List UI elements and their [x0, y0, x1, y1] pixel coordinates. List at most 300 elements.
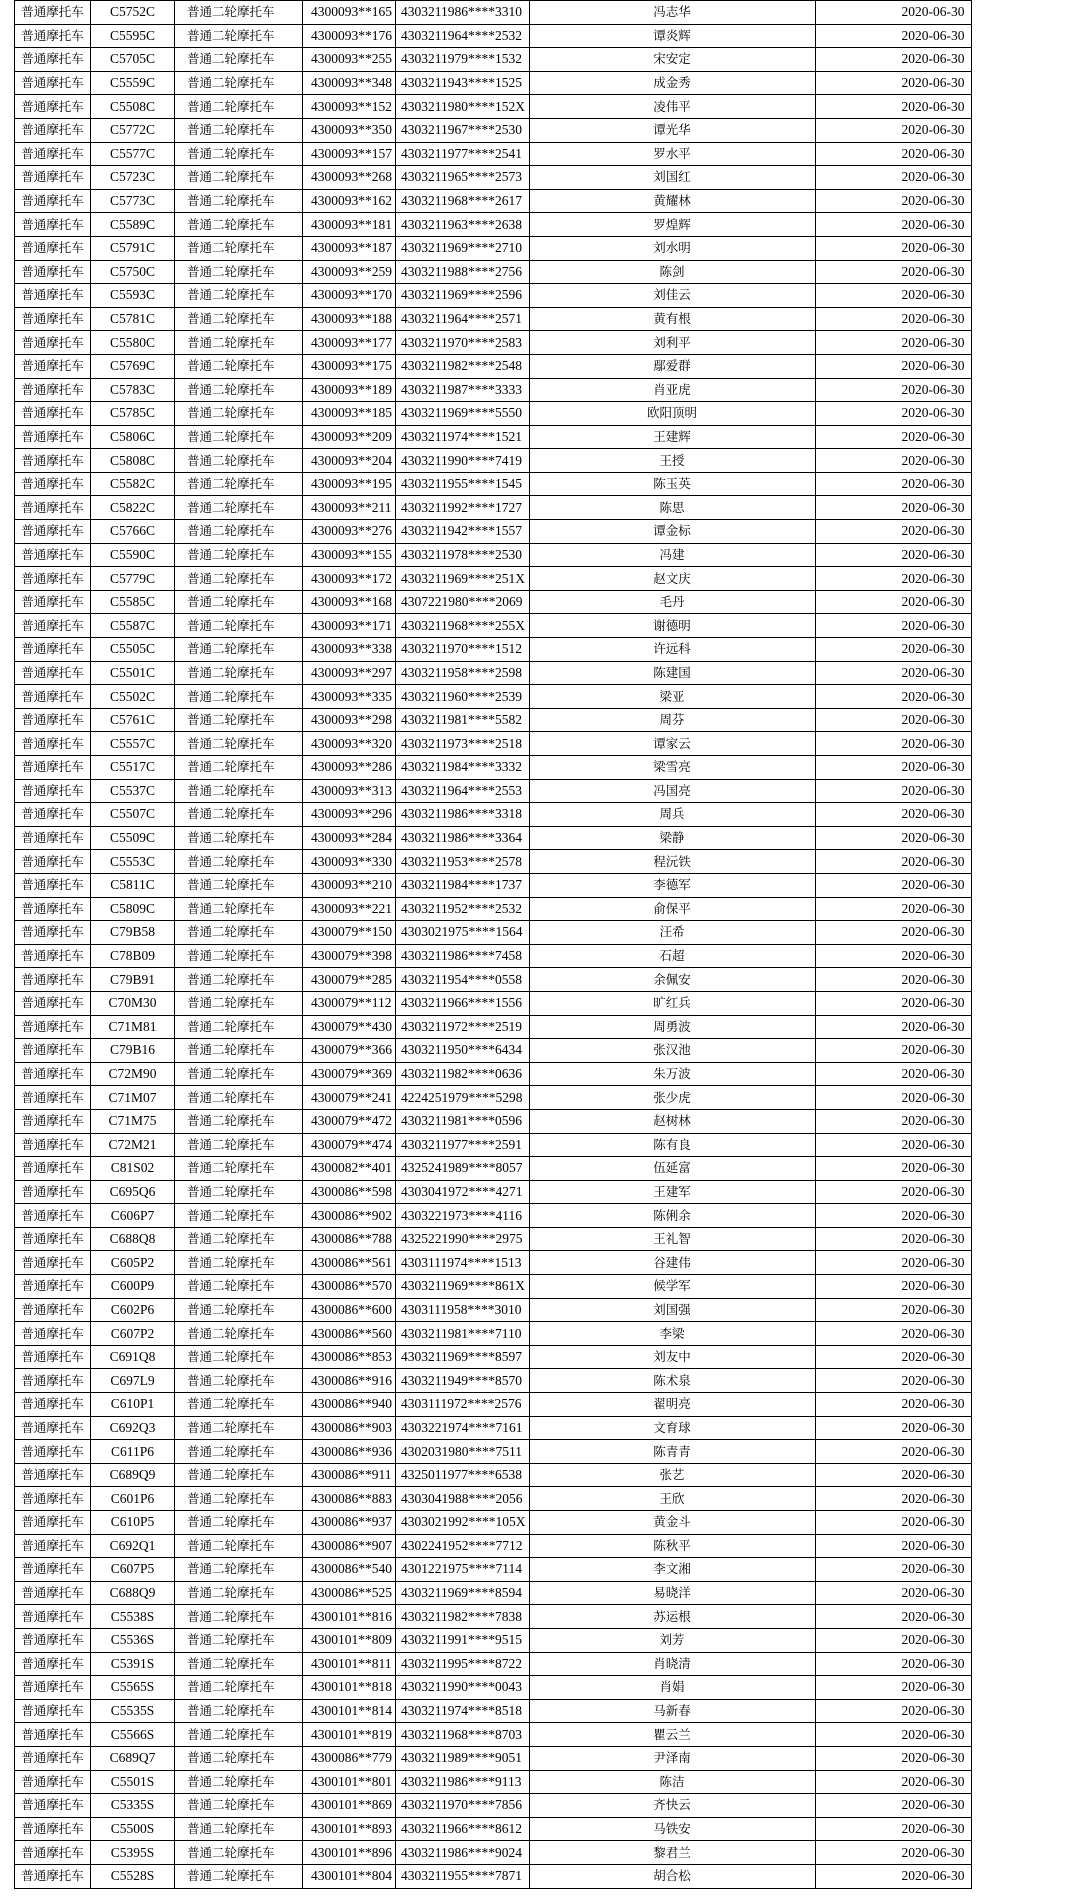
- holder-name-cell: 尹泽南: [529, 1746, 815, 1770]
- date-cell: 2020-06-30: [815, 1841, 971, 1865]
- table-row: [15, 24, 972, 48]
- date-cell: 2020-06-30: [815, 1393, 971, 1417]
- license-number-cell: 4300093**296: [303, 803, 396, 827]
- holder-name-cell: 冯建: [529, 543, 815, 567]
- holder-name-cell: 程沅铁: [529, 850, 815, 874]
- holder-name-cell: 朱万波: [529, 1062, 815, 1086]
- date-cell: 2020-06-30: [815, 732, 971, 756]
- license-class-cell: 普通二轮摩托车: [175, 1746, 303, 1770]
- license-number-cell: 4300086**598: [303, 1180, 396, 1204]
- license-number-cell: 4300093**204: [303, 449, 396, 473]
- plate-number-cell: C5502C: [91, 685, 175, 709]
- holder-name-cell: 赵树林: [529, 1109, 815, 1133]
- holder-name-cell: 李梁: [529, 1322, 815, 1346]
- vehicle-type-cell: 普通摩托车: [15, 1511, 91, 1535]
- plate-number-cell: C5781C: [91, 307, 175, 331]
- table-row: [15, 1086, 972, 1110]
- date-cell: 2020-06-30: [815, 307, 971, 331]
- id-number-cell: 4303211974****1521: [396, 425, 530, 449]
- license-number-cell: 4300093**211: [303, 496, 396, 520]
- license-class-cell: 普通二轮摩托车: [175, 756, 303, 780]
- license-number-cell: 4300093**255: [303, 48, 396, 72]
- id-number-cell: 4303211966****8612: [396, 1817, 530, 1841]
- table-row: [15, 118, 972, 142]
- license-class-cell: 普通二轮摩托车: [175, 708, 303, 732]
- license-number-cell: 4300086**525: [303, 1581, 396, 1605]
- license-number-cell: 4300086**853: [303, 1345, 396, 1369]
- license-class-cell: 普通二轮摩托车: [175, 1817, 303, 1841]
- holder-name-cell: 黄金斗: [529, 1511, 815, 1535]
- plate-number-cell: C600P9: [91, 1275, 175, 1299]
- vehicle-type-cell: 普通摩托车: [15, 378, 91, 402]
- license-number-cell: 4300086**937: [303, 1511, 396, 1535]
- license-number-cell: 4300093**152: [303, 95, 396, 119]
- vehicle-type-cell: 普通摩托车: [15, 803, 91, 827]
- plate-number-cell: C691Q8: [91, 1345, 175, 1369]
- license-number-cell: 4300086**902: [303, 1204, 396, 1228]
- plate-number-cell: C5528S: [91, 1864, 175, 1888]
- license-class-cell: 普通二轮摩托车: [175, 968, 303, 992]
- license-class-cell: 普通二轮摩托车: [175, 95, 303, 119]
- license-class-cell: 普通二轮摩托车: [175, 1581, 303, 1605]
- plate-number-cell: C5582C: [91, 472, 175, 496]
- holder-name-cell: 谭炎辉: [529, 24, 815, 48]
- license-class-cell: 普通二轮摩托车: [175, 1062, 303, 1086]
- plate-number-cell: C5557C: [91, 732, 175, 756]
- plate-number-cell: C5500S: [91, 1817, 175, 1841]
- holder-name-cell: 梁静: [529, 826, 815, 850]
- license-class-cell: 普通二轮摩托车: [175, 543, 303, 567]
- holder-name-cell: 王建辉: [529, 425, 815, 449]
- table-row: [15, 1393, 972, 1417]
- license-number-cell: 4300093**298: [303, 708, 396, 732]
- table-row: [15, 307, 972, 331]
- table-row: [15, 1062, 972, 1086]
- id-number-cell: 4303211968****8703: [396, 1723, 530, 1747]
- license-class-cell: 普通二轮摩托车: [175, 1652, 303, 1676]
- plate-number-cell: C695Q6: [91, 1180, 175, 1204]
- license-class-cell: 普通二轮摩托车: [175, 803, 303, 827]
- date-cell: 2020-06-30: [815, 425, 971, 449]
- id-number-cell: 4303211990****0043: [396, 1676, 530, 1700]
- vehicle-type-cell: 普通摩托车: [15, 213, 91, 237]
- vehicle-type-cell: 普通摩托车: [15, 1558, 91, 1582]
- date-cell: 2020-06-30: [815, 590, 971, 614]
- id-number-cell: 4303211970****1512: [396, 638, 530, 662]
- vehicle-type-cell: 普通摩托车: [15, 1440, 91, 1464]
- date-cell: 2020-06-30: [815, 213, 971, 237]
- license-class-cell: 普通二轮摩托车: [175, 685, 303, 709]
- vehicle-type-cell: 普通摩托车: [15, 472, 91, 496]
- vehicle-type-cell: 普通摩托车: [15, 1, 91, 25]
- plate-number-cell: C5808C: [91, 449, 175, 473]
- vehicle-type-cell: 普通摩托车: [15, 543, 91, 567]
- plate-number-cell: C5508C: [91, 95, 175, 119]
- vehicle-type-cell: 普通摩托车: [15, 166, 91, 190]
- table-row: [15, 260, 972, 284]
- holder-name-cell: 张艺: [529, 1463, 815, 1487]
- holder-name-cell: 陈洁: [529, 1770, 815, 1794]
- plate-number-cell: C5391S: [91, 1652, 175, 1676]
- holder-name-cell: 刘佳云: [529, 284, 815, 308]
- id-number-cell: 4325221990****2975: [396, 1227, 530, 1251]
- license-number-cell: 4300086**561: [303, 1251, 396, 1275]
- license-class-cell: 普通二轮摩托车: [175, 1227, 303, 1251]
- license-class-cell: 普通二轮摩托车: [175, 826, 303, 850]
- id-number-cell: 4303111972****2576: [396, 1393, 530, 1417]
- id-number-cell: 4303211986****9024: [396, 1841, 530, 1865]
- id-number-cell: 4303211978****2530: [396, 543, 530, 567]
- plate-number-cell: C697L9: [91, 1369, 175, 1393]
- date-cell: 2020-06-30: [815, 1463, 971, 1487]
- holder-name-cell: 陈俐余: [529, 1204, 815, 1228]
- license-class-cell: 普通二轮摩托车: [175, 1558, 303, 1582]
- table-row: [15, 354, 972, 378]
- license-number-cell: 4300079**241: [303, 1086, 396, 1110]
- plate-number-cell: C5501S: [91, 1770, 175, 1794]
- holder-name-cell: 刘芳: [529, 1628, 815, 1652]
- vehicle-type-cell: 普通摩托车: [15, 1817, 91, 1841]
- license-class-cell: 普通二轮摩托车: [175, 1157, 303, 1181]
- holder-name-cell: 刘水明: [529, 236, 815, 260]
- plate-number-cell: C5593C: [91, 284, 175, 308]
- table-row: [15, 1298, 972, 1322]
- date-cell: 2020-06-30: [815, 1487, 971, 1511]
- table-row: [15, 166, 972, 190]
- license-number-cell: 4300093**165: [303, 1, 396, 25]
- license-number-cell: 4300086**600: [303, 1298, 396, 1322]
- license-number-cell: 4300093**297: [303, 661, 396, 685]
- id-number-cell: 4303041972****4271: [396, 1180, 530, 1204]
- plate-number-cell: C5589C: [91, 213, 175, 237]
- plate-number-cell: C5752C: [91, 1, 175, 25]
- id-number-cell: 4303211966****1556: [396, 991, 530, 1015]
- license-number-cell: 4300093**313: [303, 779, 396, 803]
- id-number-cell: 4303211964****2553: [396, 779, 530, 803]
- plate-number-cell: C5595C: [91, 24, 175, 48]
- license-number-cell: 4300086**940: [303, 1393, 396, 1417]
- date-cell: 2020-06-30: [815, 1652, 971, 1676]
- holder-name-cell: 刘利平: [529, 331, 815, 355]
- table-row: [15, 543, 972, 567]
- table-row: [15, 968, 972, 992]
- date-cell: 2020-06-30: [815, 1864, 971, 1888]
- id-number-cell: 4303211986****3318: [396, 803, 530, 827]
- license-class-cell: 普通二轮摩托车: [175, 1369, 303, 1393]
- vehicle-type-cell: 普通摩托车: [15, 1322, 91, 1346]
- license-number-cell: 4300101**816: [303, 1605, 396, 1629]
- license-class-cell: 普通二轮摩托车: [175, 1628, 303, 1652]
- table-row: [15, 708, 972, 732]
- date-cell: 2020-06-30: [815, 24, 971, 48]
- holder-name-cell: 罗煌辉: [529, 213, 815, 237]
- table-row: [15, 95, 972, 119]
- vehicle-type-cell: 普通摩托车: [15, 968, 91, 992]
- holder-name-cell: 刘友中: [529, 1345, 815, 1369]
- license-number-cell: 4300101**818: [303, 1676, 396, 1700]
- id-number-cell: 4303211984****1737: [396, 873, 530, 897]
- license-number-cell: 4300101**804: [303, 1864, 396, 1888]
- id-number-cell: 4303211969****5550: [396, 402, 530, 426]
- table-row: [15, 1723, 972, 1747]
- holder-name-cell: 冯国亮: [529, 779, 815, 803]
- holder-name-cell: 罗水平: [529, 142, 815, 166]
- holder-name-cell: 李文湘: [529, 1558, 815, 1582]
- license-number-cell: 4300093**330: [303, 850, 396, 874]
- date-cell: 2020-06-30: [815, 803, 971, 827]
- table-row: [15, 472, 972, 496]
- license-class-cell: 普通二轮摩托车: [175, 873, 303, 897]
- vehicle-type-cell: 普通摩托车: [15, 1463, 91, 1487]
- date-cell: 2020-06-30: [815, 1275, 971, 1299]
- holder-name-cell: 王礼智: [529, 1227, 815, 1251]
- date-cell: 2020-06-30: [815, 354, 971, 378]
- holder-name-cell: 谢德明: [529, 614, 815, 638]
- license-number-cell: 4300101**801: [303, 1770, 396, 1794]
- table-row: [15, 1581, 972, 1605]
- table-row: [15, 921, 972, 945]
- plate-number-cell: C79B91: [91, 968, 175, 992]
- table-row: [15, 284, 972, 308]
- license-number-cell: 4300093**350: [303, 118, 396, 142]
- plate-number-cell: C610P5: [91, 1511, 175, 1535]
- date-cell: 2020-06-30: [815, 402, 971, 426]
- date-cell: 2020-06-30: [815, 1133, 971, 1157]
- date-cell: 2020-06-30: [815, 991, 971, 1015]
- plate-number-cell: C602P6: [91, 1298, 175, 1322]
- license-number-cell: 4300101**811: [303, 1652, 396, 1676]
- plate-number-cell: C607P5: [91, 1558, 175, 1582]
- vehicle-type-cell: 普通摩托车: [15, 850, 91, 874]
- license-class-cell: 普通二轮摩托车: [175, 472, 303, 496]
- id-number-cell: 4303211960****2539: [396, 685, 530, 709]
- table-row: [15, 496, 972, 520]
- table-row: [15, 826, 972, 850]
- license-class-cell: 普通二轮摩托车: [175, 496, 303, 520]
- vehicle-type-cell: 普通摩托车: [15, 1345, 91, 1369]
- plate-number-cell: C601P6: [91, 1487, 175, 1511]
- holder-name-cell: 梁雪亮: [529, 756, 815, 780]
- license-number-cell: 4300079**398: [303, 944, 396, 968]
- vehicle-type-cell: 普通摩托车: [15, 24, 91, 48]
- license-class-cell: 普通二轮摩托车: [175, 1039, 303, 1063]
- table-row: [15, 520, 972, 544]
- license-class-cell: 普通二轮摩托车: [175, 1275, 303, 1299]
- date-cell: 2020-06-30: [815, 873, 971, 897]
- license-number-cell: 4300101**809: [303, 1628, 396, 1652]
- license-number-cell: 4300093**187: [303, 236, 396, 260]
- id-number-cell: 4303211973****2518: [396, 732, 530, 756]
- license-number-cell: 4300101**893: [303, 1817, 396, 1841]
- vehicle-type-cell: 普通摩托车: [15, 1487, 91, 1511]
- vehicle-type-cell: 普通摩托车: [15, 118, 91, 142]
- id-number-cell: 4303041988****2056: [396, 1487, 530, 1511]
- table-row: [15, 944, 972, 968]
- license-class-cell: 普通二轮摩托车: [175, 189, 303, 213]
- holder-name-cell: 余佩安: [529, 968, 815, 992]
- date-cell: 2020-06-30: [815, 1676, 971, 1700]
- vehicle-type-cell: 普通摩托车: [15, 1605, 91, 1629]
- license-class-cell: 普通二轮摩托车: [175, 71, 303, 95]
- id-number-cell: 4325241989****8057: [396, 1157, 530, 1181]
- plate-number-cell: C5811C: [91, 873, 175, 897]
- holder-name-cell: 刘国红: [529, 166, 815, 190]
- id-number-cell: 4303211969****2596: [396, 284, 530, 308]
- id-number-cell: 4303211970****2583: [396, 331, 530, 355]
- license-class-cell: 普通二轮摩托车: [175, 850, 303, 874]
- date-cell: 2020-06-30: [815, 1558, 971, 1582]
- holder-name-cell: 谷建伟: [529, 1251, 815, 1275]
- holder-name-cell: 周芬: [529, 708, 815, 732]
- id-number-cell: 4303211984****3332: [396, 756, 530, 780]
- holder-name-cell: 伍延富: [529, 1157, 815, 1181]
- vehicle-type-cell: 普通摩托车: [15, 236, 91, 260]
- license-number-cell: 4300086**540: [303, 1558, 396, 1582]
- holder-name-cell: 赵文庆: [529, 567, 815, 591]
- date-cell: 2020-06-30: [815, 685, 971, 709]
- date-cell: 2020-06-30: [815, 48, 971, 72]
- date-cell: 2020-06-30: [815, 449, 971, 473]
- holder-name-cell: 谭金标: [529, 520, 815, 544]
- plate-number-cell: C610P1: [91, 1393, 175, 1417]
- license-class-cell: 普通二轮摩托车: [175, 1416, 303, 1440]
- table-row: [15, 1275, 972, 1299]
- plate-number-cell: C5769C: [91, 354, 175, 378]
- license-class-cell: 普通二轮摩托车: [175, 354, 303, 378]
- license-class-cell: 普通二轮摩托车: [175, 567, 303, 591]
- license-number-cell: 4300093**276: [303, 520, 396, 544]
- vehicle-type-cell: 普通摩托车: [15, 1581, 91, 1605]
- id-number-cell: 4303211972****2519: [396, 1015, 530, 1039]
- id-number-cell: 4224251979****5298: [396, 1086, 530, 1110]
- holder-name-cell: 陈建国: [529, 661, 815, 685]
- license-class-cell: 普通二轮摩托车: [175, 1699, 303, 1723]
- table-row: [15, 1534, 972, 1558]
- license-number-cell: 4300086**916: [303, 1369, 396, 1393]
- date-cell: 2020-06-30: [815, 284, 971, 308]
- holder-name-cell: 候学军: [529, 1275, 815, 1299]
- id-number-cell: 4303221974****7161: [396, 1416, 530, 1440]
- license-number-cell: 4300093**172: [303, 567, 396, 591]
- plate-number-cell: C79B58: [91, 921, 175, 945]
- vehicle-type-cell: 普通摩托车: [15, 1086, 91, 1110]
- holder-name-cell: 翟明亮: [529, 1393, 815, 1417]
- table-row: [15, 1109, 972, 1133]
- date-cell: 2020-06-30: [815, 331, 971, 355]
- id-number-cell: 4303211968****255X: [396, 614, 530, 638]
- vehicle-type-cell: 普通摩托车: [15, 189, 91, 213]
- license-number-cell: 4300079**150: [303, 921, 396, 945]
- table-row: [15, 48, 972, 72]
- license-class-cell: 普通二轮摩托车: [175, 991, 303, 1015]
- license-number-cell: 4300093**177: [303, 331, 396, 355]
- holder-name-cell: 王建军: [529, 1180, 815, 1204]
- table-row: [15, 1, 972, 25]
- date-cell: 2020-06-30: [815, 1817, 971, 1841]
- table-row: [15, 1180, 972, 1204]
- license-class-cell: 普通二轮摩托车: [175, 590, 303, 614]
- date-cell: 2020-06-30: [815, 142, 971, 166]
- id-number-cell: 4303211969****8594: [396, 1581, 530, 1605]
- date-cell: 2020-06-30: [815, 826, 971, 850]
- vehicle-type-cell: 普通摩托车: [15, 331, 91, 355]
- holder-name-cell: 苏运根: [529, 1605, 815, 1629]
- vehicle-type-cell: 普通摩托车: [15, 1204, 91, 1228]
- license-class-cell: 普通二轮摩托车: [175, 118, 303, 142]
- license-number-cell: 4300101**869: [303, 1794, 396, 1818]
- license-class-cell: 普通二轮摩托车: [175, 1204, 303, 1228]
- table-row: [15, 567, 972, 591]
- license-number-cell: 4300093**320: [303, 732, 396, 756]
- license-number-cell: 4300093**268: [303, 166, 396, 190]
- id-number-cell: 4307221980****2069: [396, 590, 530, 614]
- id-number-cell: 4303021975****1564: [396, 921, 530, 945]
- table-row: [15, 425, 972, 449]
- date-cell: 2020-06-30: [815, 1157, 971, 1181]
- vehicle-type-cell: 普通摩托车: [15, 708, 91, 732]
- date-cell: 2020-06-30: [815, 1345, 971, 1369]
- license-class-cell: 普通二轮摩托车: [175, 661, 303, 685]
- vehicle-type-cell: 普通摩托车: [15, 1864, 91, 1888]
- date-cell: 2020-06-30: [815, 1015, 971, 1039]
- holder-name-cell: 毛丹: [529, 590, 815, 614]
- date-cell: 2020-06-30: [815, 756, 971, 780]
- vehicle-type-cell: 普通摩托车: [15, 1652, 91, 1676]
- holder-name-cell: 成金秀: [529, 71, 815, 95]
- plate-number-cell: C5809C: [91, 897, 175, 921]
- plate-number-cell: C5553C: [91, 850, 175, 874]
- table-row: [15, 1416, 972, 1440]
- holder-name-cell: 冯志华: [529, 1, 815, 25]
- holder-name-cell: 胡合松: [529, 1864, 815, 1888]
- plate-number-cell: C5806C: [91, 425, 175, 449]
- date-cell: 2020-06-30: [815, 1511, 971, 1535]
- vehicle-type-cell: 普通摩托车: [15, 1275, 91, 1299]
- license-class-cell: 普通二轮摩托车: [175, 1015, 303, 1039]
- license-class-cell: 普通二轮摩托车: [175, 944, 303, 968]
- id-number-cell: 4303211953****2578: [396, 850, 530, 874]
- table-row: [15, 1746, 972, 1770]
- plate-number-cell: C607P2: [91, 1322, 175, 1346]
- holder-name-cell: 陈秋平: [529, 1534, 815, 1558]
- holder-name-cell: 宋安定: [529, 48, 815, 72]
- vehicle-type-cell: 普通摩托车: [15, 142, 91, 166]
- table-row: [15, 614, 972, 638]
- id-number-cell: 4303211969****861X: [396, 1275, 530, 1299]
- table-row: [15, 1794, 972, 1818]
- plate-number-cell: C72M21: [91, 1133, 175, 1157]
- id-number-cell: 4303211954****0558: [396, 968, 530, 992]
- date-cell: 2020-06-30: [815, 1369, 971, 1393]
- table-row: [15, 189, 972, 213]
- table-row: [15, 236, 972, 260]
- holder-name-cell: 张少虎: [529, 1086, 815, 1110]
- id-number-cell: 4303211987****3333: [396, 378, 530, 402]
- vehicle-type-cell: 普通摩托车: [15, 1416, 91, 1440]
- id-number-cell: 4303211955****1545: [396, 472, 530, 496]
- vehicle-type-cell: 普通摩托车: [15, 1746, 91, 1770]
- table-row: [15, 850, 972, 874]
- plate-number-cell: C5501C: [91, 661, 175, 685]
- license-number-cell: 4300079**474: [303, 1133, 396, 1157]
- license-number-cell: 4300093**168: [303, 590, 396, 614]
- date-cell: 2020-06-30: [815, 1251, 971, 1275]
- vehicle-type-cell: 普通摩托车: [15, 307, 91, 331]
- plate-number-cell: C5750C: [91, 260, 175, 284]
- date-cell: 2020-06-30: [815, 614, 971, 638]
- date-cell: 2020-06-30: [815, 1605, 971, 1629]
- license-class-cell: 普通二轮摩托车: [175, 1345, 303, 1369]
